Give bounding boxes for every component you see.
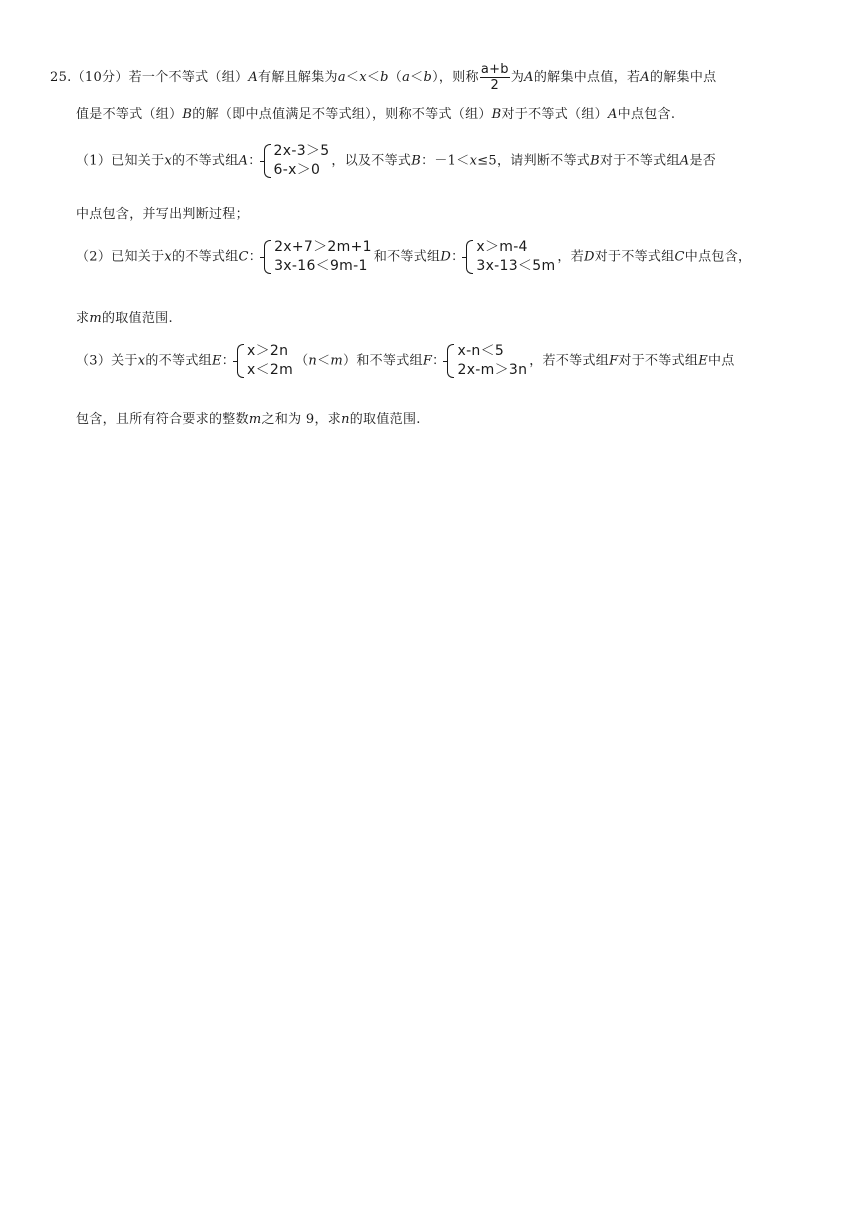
var-A: A [524, 70, 534, 85]
part3-line-2 [76, 410, 421, 430]
part2-line-2 [76, 309, 173, 329]
var-E: E [211, 353, 222, 369]
text: 的取值范围. [101, 311, 173, 326]
var-B: B [491, 107, 502, 122]
text: 中点包含. [617, 107, 676, 122]
problem-number: 25. [50, 70, 72, 85]
text: ： [451, 249, 465, 265]
part1-line-2 [76, 205, 249, 225]
text: 有解且解集为 [258, 70, 338, 85]
part1-line-1 [76, 142, 716, 180]
text: ： [221, 353, 236, 369]
system-row: 3x-13＜5m [476, 258, 556, 274]
text: 包含，且所有符合要求的整数 [76, 412, 249, 427]
text: ）和不等式组 [343, 353, 423, 369]
paren: （ [388, 70, 403, 85]
var-D: D [440, 249, 452, 265]
system-row: 6-x＞0 [273, 162, 321, 178]
var-B: B [411, 153, 422, 169]
text: ： [248, 249, 263, 265]
var-A: A [679, 153, 690, 169]
part2-line-1 [76, 238, 751, 276]
text: ≤5，请判断不等式 [477, 153, 591, 169]
text: 的解（即中点值满足不等式组），则称不等式（组） [192, 107, 492, 122]
var-b: b [380, 70, 389, 85]
text: 对于不等式组 [618, 353, 699, 369]
system-row: x-n＜5 [457, 343, 505, 359]
text: ，若不等式组 [529, 353, 610, 369]
text: （2）已知关于 [76, 249, 165, 265]
var-n: n [308, 353, 318, 369]
system-row: 2x+7＞2m+1 [274, 239, 372, 255]
symbol-lt: ＜ [317, 353, 331, 369]
fraction-denominator: 2 [490, 78, 500, 93]
var-m: m [248, 412, 262, 427]
text: 求 [76, 311, 90, 326]
system-row: 2x-3＞5 [273, 143, 330, 159]
problem-score: （10分） [71, 70, 129, 85]
var-x: x [359, 70, 367, 85]
text: （3）关于 [76, 353, 138, 369]
text: 是否 [689, 153, 717, 169]
text: 中点包含，并写出判断过程； [76, 207, 249, 222]
var-x: x [164, 249, 173, 265]
text: ），则称 [432, 70, 479, 85]
var-B: B [182, 107, 193, 122]
var-C: C [674, 249, 685, 265]
midpoint-fraction [480, 62, 510, 93]
var-x: x [137, 353, 146, 369]
text: 对于不等式组 [594, 249, 675, 265]
var-B: B [590, 153, 600, 169]
system-row: x＞m-4 [476, 239, 528, 255]
intro-line-1 [50, 62, 716, 93]
system-row: 3x-16＜9m-1 [274, 258, 368, 274]
var-a: a [337, 70, 346, 85]
inequality-system-C [264, 238, 372, 276]
part3-line-1 [76, 342, 735, 380]
system-row: 2x-m＞3n [457, 362, 528, 378]
text: 的不等式组 [172, 249, 239, 265]
symbol-lt: ＜ [345, 70, 360, 85]
var-C: C [238, 249, 249, 265]
text: 之和为 9，求 [261, 412, 342, 427]
text: 中点包含， [684, 249, 752, 265]
var-F: F [609, 353, 619, 369]
text: 为 [510, 70, 525, 85]
var-E: E [698, 353, 708, 369]
text: 对于不等式组 [599, 153, 680, 169]
intro-line-2 [76, 105, 675, 125]
text: ，以及不等式 [331, 153, 412, 169]
text: （1）已知关于 [76, 153, 165, 169]
text: 和不等式组 [373, 249, 441, 265]
text: 对于不等式（组） [501, 107, 608, 122]
var-m: m [89, 311, 102, 326]
text: ： [248, 153, 262, 169]
var-x: x [469, 153, 478, 169]
text: ： [432, 353, 446, 369]
text: 中点 [708, 353, 735, 369]
inequality-system-D [466, 238, 555, 276]
text: 的不等式组 [172, 153, 239, 169]
var-m: m [330, 353, 344, 369]
inequality-system-E [237, 342, 293, 380]
var-A: A [238, 153, 249, 169]
fraction-numerator: a+b [480, 62, 509, 77]
var-A: A [248, 70, 259, 85]
symbol-lt: ＜ [366, 70, 381, 85]
var-A: A [640, 70, 650, 85]
text: ：－1＜ [421, 153, 470, 169]
text: 的解集中点值，若 [533, 70, 641, 85]
text: 的不等式组 [145, 353, 212, 369]
var-b: b [423, 70, 433, 85]
text: 值是不等式（组） [76, 107, 183, 122]
system-row: x＞2n [247, 343, 289, 359]
system-row: x＜2m [247, 362, 294, 378]
text: ，若 [557, 249, 584, 265]
var-n: n [341, 412, 350, 427]
var-a: a [402, 70, 411, 85]
var-x: x [164, 153, 173, 169]
symbol-lt: ＜ [410, 70, 424, 85]
var-D: D [584, 249, 595, 265]
text: 若一个不等式（组） [128, 70, 249, 85]
text: 的解集中点 [649, 70, 717, 85]
inequality-system-F [447, 342, 527, 380]
paren: （ [295, 353, 309, 369]
var-A: A [607, 107, 618, 122]
inequality-system-A [264, 142, 330, 180]
var-F: F [422, 353, 433, 369]
text: 的取值范围. [349, 412, 421, 427]
